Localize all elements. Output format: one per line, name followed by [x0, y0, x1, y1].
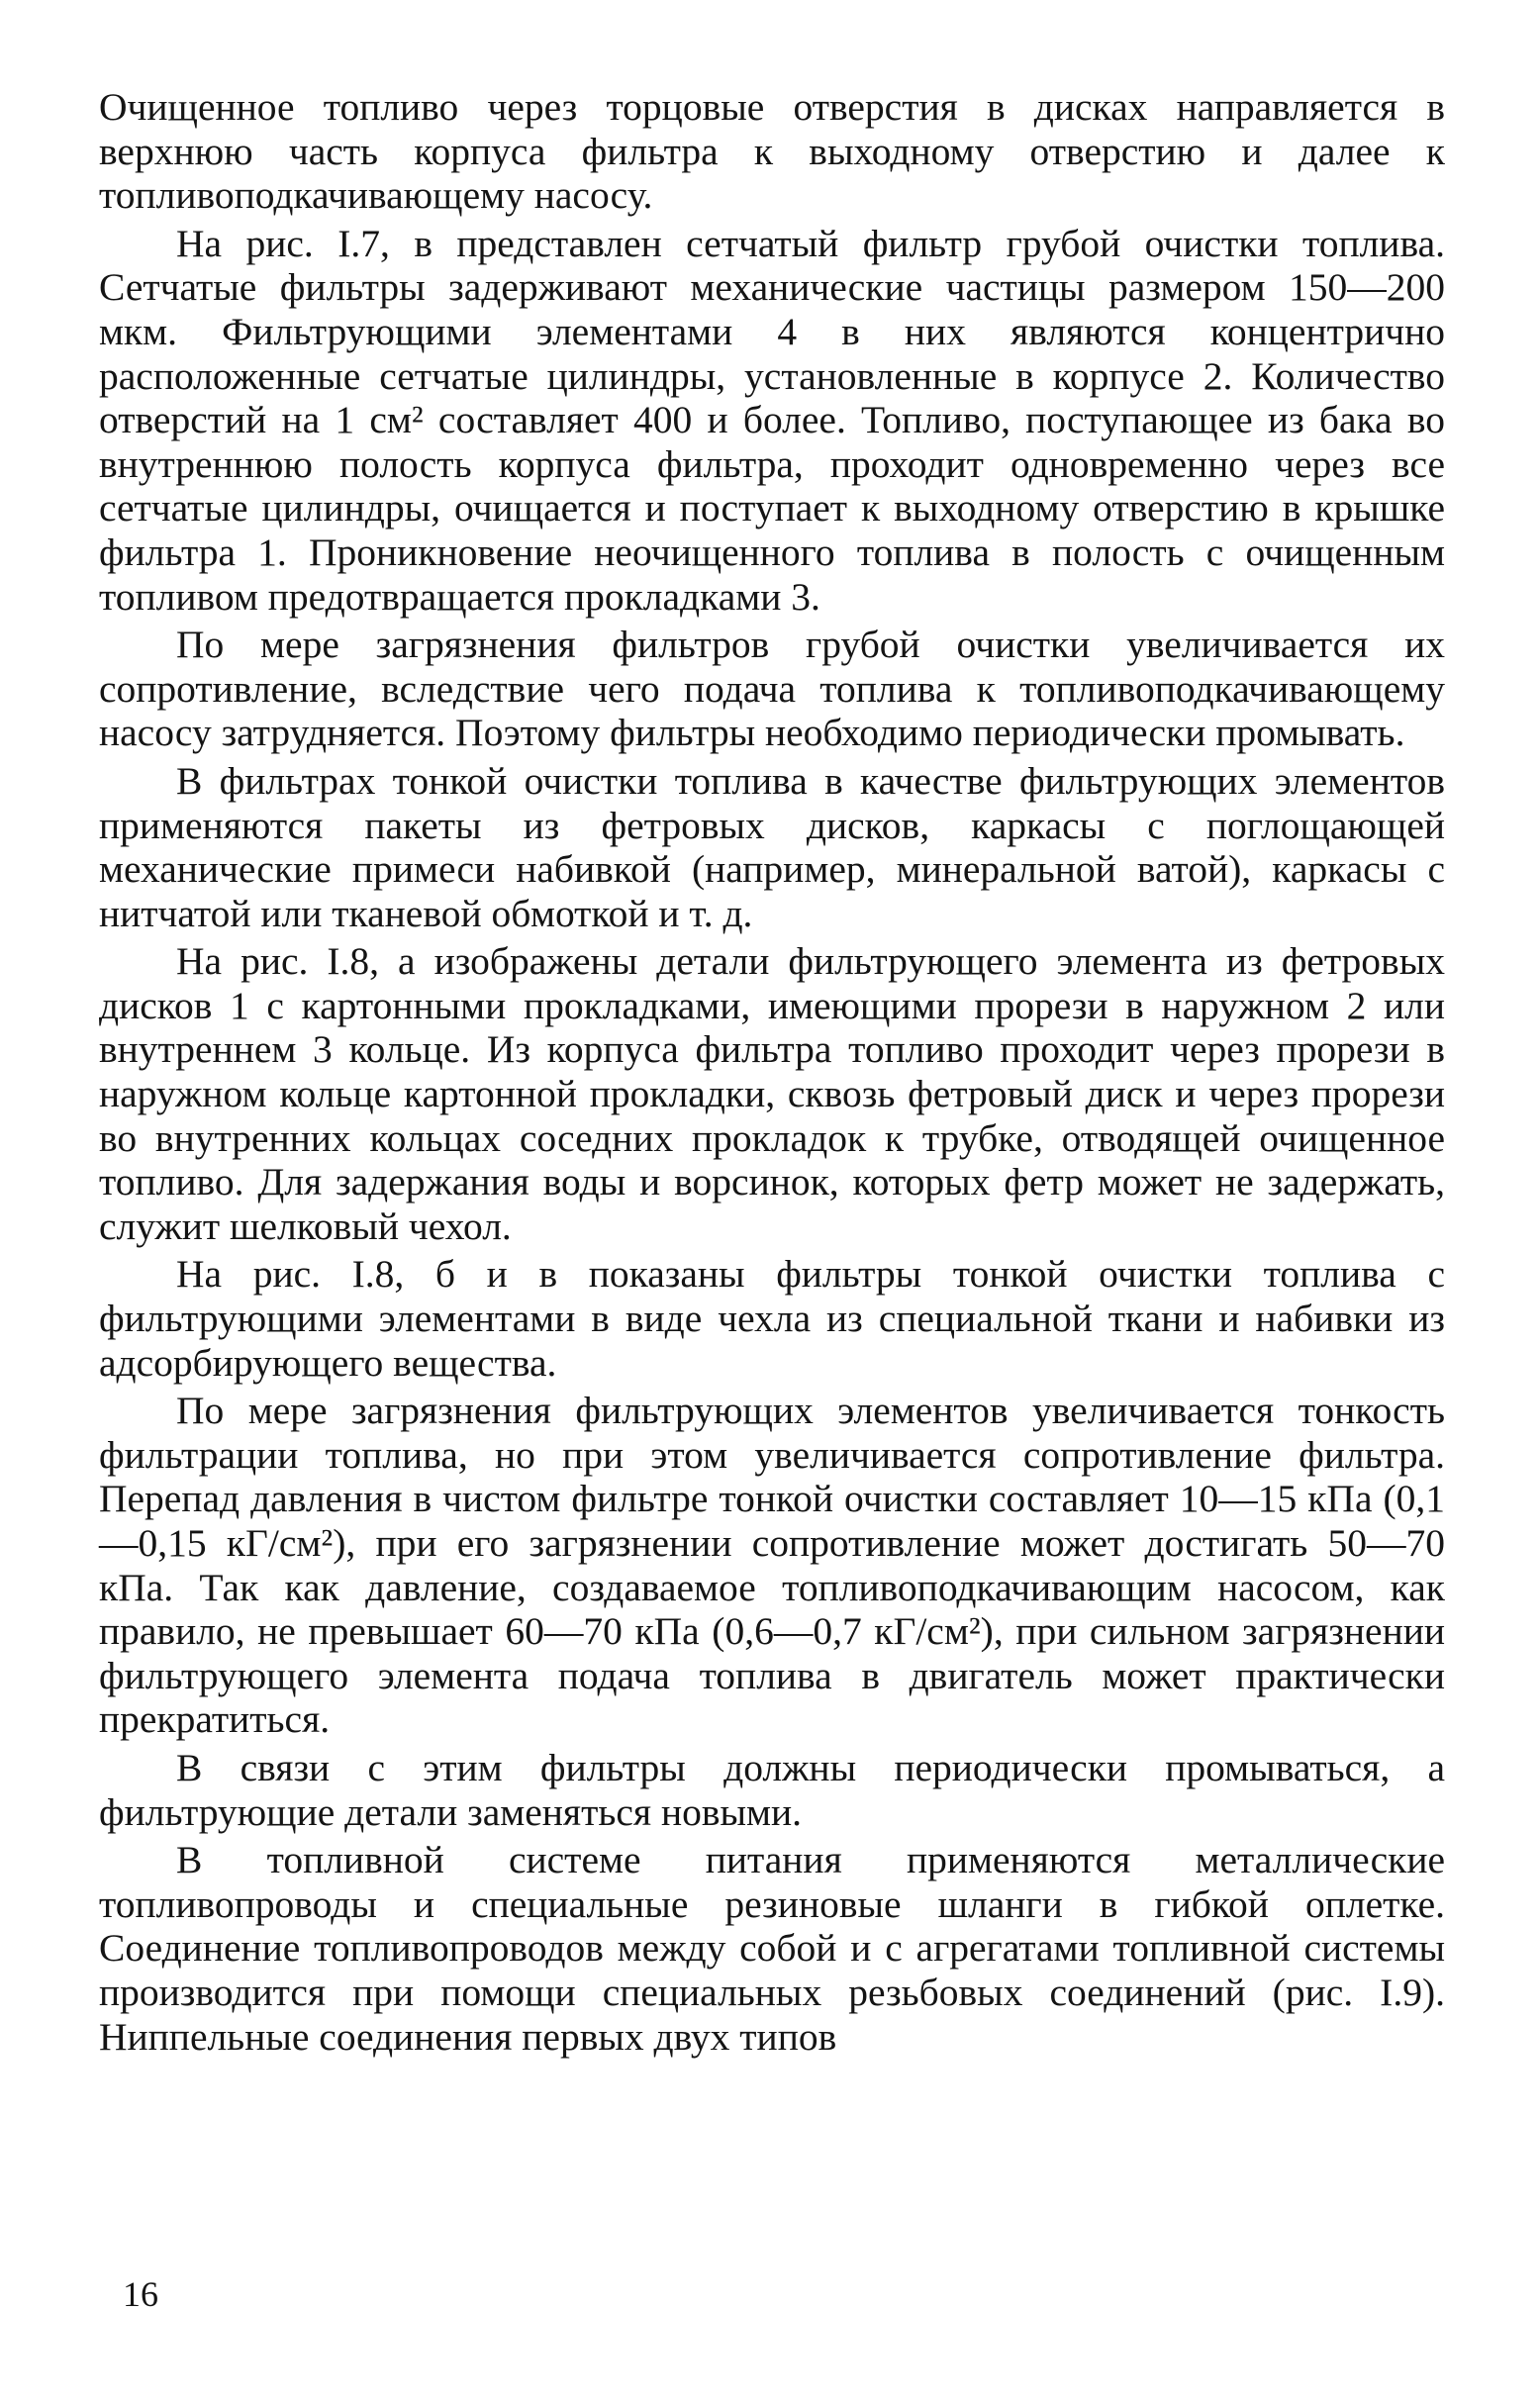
page-body	[99, 85, 1445, 2063]
paragraph-3: По мере загрязнения фильтров грубой очистки увеличивается их сопротивление, вследствие чего подача топлива к топливоподкачивающему насосу затрудняется. Поэтому фильтры необходимо периодически промывать.	[99, 623, 1445, 755]
paragraph-2: На рис. I.7, в представлен сетчатый фильтр грубой очистки топлива. Сетчатые фильтры задерживают механические частицы размером 150—200 мкм. Фильтрующими элементами 4 в них являются концентрично расположенные сетчатые цилиндры, установленные в корпусе 2. Количество отверстий на 1 см² составляет 400 и более. Топливо, поступающее из бака во внутреннюю полость корпуса фильтра, проходит одновременно через все сетчатые цилиндры, очищается и поступает к выходному отверстию в крышке фильтра 1. Проникновение неочищенного топлива в полость с очищенным топливом предотвращается прокладками 3.	[99, 221, 1445, 619]
paragraph-7: По мере загрязнения фильтрующих элементов увеличивается тонкость фильтрации топлива, но при этом увеличивается сопротивление фильтра. Перепад давления в чистом фильтре тонкой очистки составляет 10—15 кПа (0,1—0,15 кГ/см²), при его загрязнении сопротивление может достигать 50—70 кПа. Так как давление, создаваемое топливоподкачивающим насосом, как правило, не превышает 60—70 кПа (0,6—0,7 кГ/см²), при сильном загрязнении фильтрующего элемента подача топлива в двигатель может практически прекратиться.	[99, 1389, 1445, 1742]
paragraph-6: На рис. I.8, б и в показаны фильтры тонкой очистки топлива с фильтрующими элементами в виде чехла из специальной ткани и набивки из адсорбирующего вещества.	[99, 1252, 1445, 1385]
paragraph-9: В топливной системе питания применяются металлические топливопроводы и специальные резиновые шланги в гибкой оплетке. Соединение топливопроводов между собой и с агрегатами топливной системы производится при помощи специальных резьбовых соединений (рис. I.9). Ниппельные соединения первых двух типов	[99, 1838, 1445, 2059]
paragraph-5: На рис. I.8, а изображены детали фильтрующего элемента из фетровых дисков 1 с картонными прокладками, имеющими прорези в наружном 2 или внутреннем 3 кольце. Из корпуса фильтра топливо проходит через прорези в наружном кольце картонной прокладки, сквозь фетровый диск и через прорези во внутренних кольцах соседних прокладок к трубке, отводящей очищенное топливо. Для задержания воды и ворсинок, которых фетр может не задержать, служит шелковый чехол.	[99, 939, 1445, 1248]
page-number: 16	[123, 2274, 158, 2314]
paragraph-4: В фильтрах тонкой очистки топлива в качестве фильтрующих элементов применяются пакеты из фетровых дисков, каркасы с поглощающей механические примеси набивкой (например, минеральной ватой), каркасы с нитчатой или тканевой обмоткой и т. д.	[99, 758, 1445, 935]
paragraph-1: Очищенное топливо через торцовые отверстия в дисках направляется в верхнюю часть корпуса фильтра к выходному отверстию и далее к топливоподкачивающему насосу.	[99, 85, 1445, 218]
paragraph-8: В связи с этим фильтры должны периодически промываться, а фильтрующие детали заменяться новыми.	[99, 1745, 1445, 1834]
